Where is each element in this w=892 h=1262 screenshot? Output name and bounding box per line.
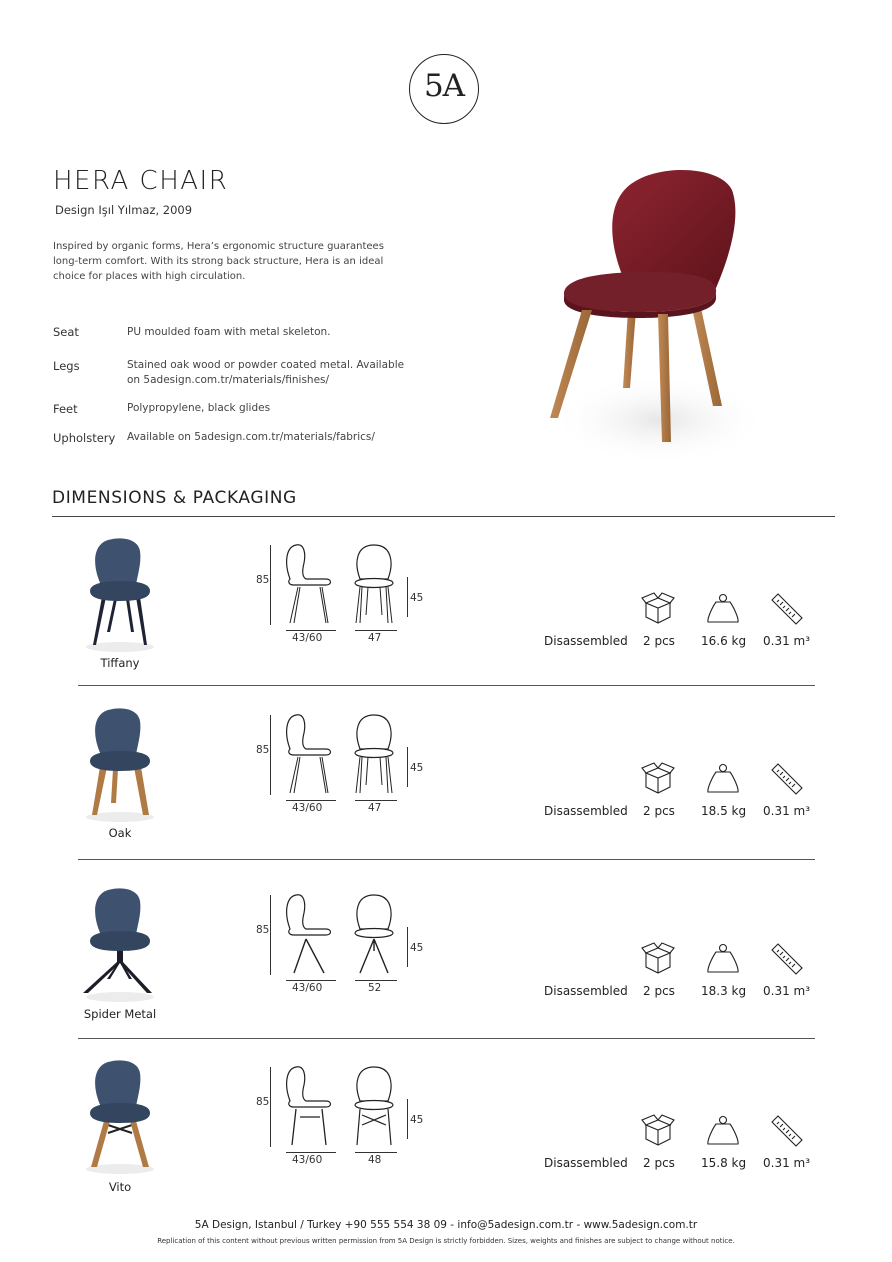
spec-label-feet: Feet xyxy=(53,402,78,416)
height-dimension-line xyxy=(270,545,271,625)
package-weight: 15.8 kg xyxy=(701,1156,747,1170)
brand-logo-text: 5A xyxy=(423,68,465,104)
width-dimension: 47 xyxy=(368,802,382,814)
footer-contact: 5A Design, Istanbul / Turkey +90 555 554 38 09 - info@5adesign.com.tr - www.5adesign.com.tr xyxy=(194,1219,698,1231)
spec-value-legs: Stained oak wood or powder coated metal. Available on 5adesign.com.tr/materials/finishes/ xyxy=(127,359,405,386)
package-count: 2 pcs xyxy=(643,1156,675,1170)
height-dimension: 85 xyxy=(256,574,270,586)
depth-dimension: 43/60 xyxy=(292,1154,323,1166)
depth-dimension-line xyxy=(286,980,336,981)
box-icon xyxy=(640,760,676,796)
depth-dimension: 43/60 xyxy=(292,982,323,994)
package-weight: 18.3 kg xyxy=(701,984,747,998)
variant-row xyxy=(0,707,892,877)
brand-logo xyxy=(409,54,479,124)
package-count: 2 pcs xyxy=(643,804,675,818)
assembly-status: Disassembled xyxy=(544,1156,628,1170)
front-view-drawing xyxy=(352,893,400,981)
package-volume: 0.31 m³ xyxy=(763,1156,811,1170)
variant-thumbnail xyxy=(80,707,160,825)
seat-height-dimension: 45 xyxy=(410,942,424,954)
variant-name: Spider Metal xyxy=(83,1007,157,1021)
width-dimension-line xyxy=(355,980,397,981)
seat-height-dimension-line xyxy=(407,927,408,967)
width-dimension-line xyxy=(355,630,397,631)
box-icon xyxy=(640,590,676,626)
width-dimension: 52 xyxy=(368,982,382,994)
ruler-icon xyxy=(768,760,804,796)
product-description: Inspired by organic forms, Hera’s ergonomic structure guarantees long-term comfort. With its strong back structure, Hera is an ideal choice for places with high circulation. xyxy=(53,241,384,282)
width-dimension-line xyxy=(355,1152,397,1153)
seat-height-dimension-line xyxy=(407,577,408,617)
seat-height-dimension-line xyxy=(407,1099,408,1139)
package-count: 2 pcs xyxy=(643,984,675,998)
package-volume: 0.31 m³ xyxy=(763,984,811,998)
spec-label-legs: Legs xyxy=(53,359,80,373)
spec-value-seat: PU moulded foam with metal skeleton. xyxy=(127,326,331,338)
section-title: DIMENSIONS & PACKAGING xyxy=(52,488,297,508)
row-divider xyxy=(78,685,815,686)
package-weight: 18.5 kg xyxy=(701,804,747,818)
depth-dimension: 43/60 xyxy=(292,802,323,814)
front-view-drawing xyxy=(352,543,396,631)
weight-icon xyxy=(705,590,741,626)
variant-thumbnail xyxy=(80,537,160,655)
variant-thumbnail xyxy=(80,1059,160,1177)
variant-name: Vito xyxy=(108,1180,132,1194)
width-dimension-line xyxy=(355,800,397,801)
depth-dimension-line xyxy=(286,630,336,631)
assembly-status: Disassembled xyxy=(544,984,628,998)
spec-label-seat: Seat xyxy=(53,325,79,339)
variant-row xyxy=(0,887,892,1057)
height-dimension: 85 xyxy=(256,1096,270,1108)
seat-height-dimension: 45 xyxy=(410,592,424,604)
height-dimension-line xyxy=(270,1067,271,1147)
variant-name: Oak xyxy=(108,826,132,840)
variant-row xyxy=(0,537,892,707)
weight-icon xyxy=(705,760,741,796)
seat-height-dimension: 45 xyxy=(410,762,424,774)
package-count: 2 pcs xyxy=(643,634,675,648)
variant-thumbnail xyxy=(80,887,160,1005)
row-divider xyxy=(78,1038,815,1039)
package-weight: 16.6 kg xyxy=(701,634,747,648)
package-volume: 0.31 m³ xyxy=(763,804,811,818)
side-view-drawing xyxy=(280,893,336,981)
depth-dimension-line xyxy=(286,800,336,801)
box-icon xyxy=(640,940,676,976)
spec-label-upholstery: Upholstery xyxy=(53,431,116,445)
variant-row xyxy=(0,1059,892,1229)
footer-disclaimer: Replication of this content without previous written permission from 5A Design is strictly forbidden. Sizes, weights and finishes are subject to change without notice. xyxy=(157,1237,735,1245)
front-view-drawing xyxy=(352,713,396,801)
ruler-icon xyxy=(768,1112,804,1148)
hero-chair-image xyxy=(530,160,760,470)
height-dimension: 85 xyxy=(256,744,270,756)
box-icon xyxy=(640,1112,676,1148)
width-dimension: 48 xyxy=(368,1154,382,1166)
assembly-status: Disassembled xyxy=(544,804,628,818)
seat-height-dimension-line xyxy=(407,747,408,787)
side-view-drawing xyxy=(280,1065,336,1153)
spec-value-feet: Polypropylene, black glides xyxy=(127,402,271,414)
weight-icon xyxy=(705,940,741,976)
product-designer: Design Işıl Yılmaz, 2009 xyxy=(55,203,193,217)
ruler-icon xyxy=(768,590,804,626)
assembly-status: Disassembled xyxy=(544,634,628,648)
row-divider xyxy=(78,859,815,860)
side-view-drawing xyxy=(280,543,336,631)
section-divider xyxy=(52,516,835,517)
variant-name: Tiffany xyxy=(100,656,140,670)
depth-dimension: 43/60 xyxy=(292,632,323,644)
product-title: HERA CHAIR xyxy=(53,166,229,196)
seat-height-dimension: 45 xyxy=(410,1114,424,1126)
weight-icon xyxy=(705,1112,741,1148)
ruler-icon xyxy=(768,940,804,976)
depth-dimension-line xyxy=(286,1152,336,1153)
package-volume: 0.31 m³ xyxy=(763,634,811,648)
width-dimension: 47 xyxy=(368,632,382,644)
height-dimension-line xyxy=(270,895,271,975)
height-dimension-line xyxy=(270,715,271,795)
spec-value-upholstery: Available on 5adesign.com.tr/materials/fabrics/ xyxy=(127,431,375,443)
side-view-drawing xyxy=(280,713,336,801)
height-dimension: 85 xyxy=(256,924,270,936)
front-view-drawing xyxy=(352,1065,396,1153)
